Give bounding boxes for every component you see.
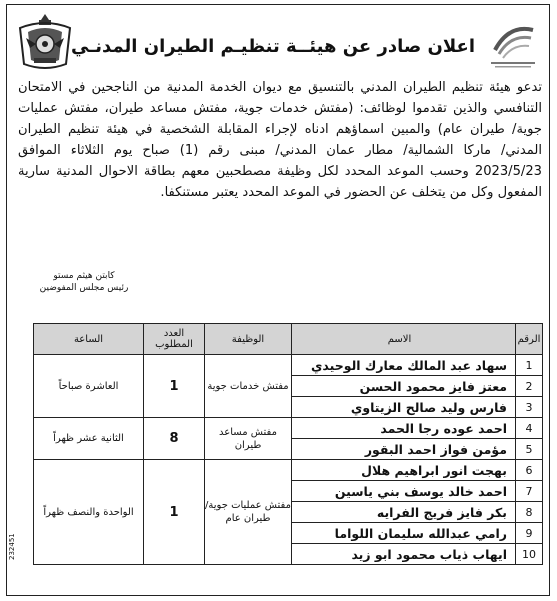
row-number: 9 [516,523,543,544]
header-count: العدد المطلوب [144,324,205,355]
row-name: احمد خالد يوسف بني ياسين [292,481,516,502]
carc-logo-icon [485,20,541,72]
row-number: 10 [516,544,543,565]
row-name: ايهاب ذياب محمود ابو زيد [292,544,516,565]
group-time: الثانية عشر ظهراً [34,418,144,460]
header-number: الرقم [516,324,543,355]
announcement-paragraph: تدعو هيئة تنظيم الطيران المدني بالتنسيق مع ديوان الخدمة المدنية من الناجحين في الامتحان التنافسي والذين تقدموا لوظائف: (مفتش خدمات جوية، مفتش مساعد طيران، مفتش عمليات جوية/ طيران عام) والمبين اسماؤهم ادناه لإجراء المقابلة الشخصية في هيئة تنظيم الطيران المدني/ ماركا الشمالية/ مطار عمان المدني/ مبنى رقم (1) صباح يوم الثلاثاء الموافق 2023/5/23 وحسب الموعد المحدد لكل وظيفة مصطحبين معهم بطاقة الاحوال المدنية سارية المفعول وكل من يتخلف عن الحضور في الموعد المحدد يعتبر مستنكفا. [18,80,542,200]
row-number: 3 [516,397,543,418]
row-number: 8 [516,502,543,523]
row-name: مؤمن فواز احمد البقور [292,439,516,460]
row-name: سهاد عبد المالك معارك الوحيدي [292,355,516,376]
header [10,8,547,76]
table-row [34,418,543,439]
group-job: مفتش خدمات جوية [205,355,292,418]
candidates-table [33,323,543,565]
row-name: احمد عوده رجا الحمد [292,418,516,439]
row-number: 5 [516,439,543,460]
table-row [34,460,543,481]
row-number: 7 [516,481,543,502]
row-number: 4 [516,418,543,439]
row-number: 2 [516,376,543,397]
row-name: بكر فايز فريج الفرايه [292,502,516,523]
header-job: الوظيفة [205,324,292,355]
announcement-body [18,78,542,203]
signature-block [14,270,154,294]
row-name: رامي عبدالله سليمان اللواما [292,523,516,544]
table-header-row [34,324,543,355]
table-row [34,355,543,376]
signatory-name: كابتن هيثم مستو [53,271,115,281]
jordan-coat-of-arms-icon [14,10,76,74]
row-name: فارس وليد صالح الزيتاوي [292,397,516,418]
announcement-title: اعلان صادر عن هيئــة تنظيـم الطيران المدنـي [70,36,475,57]
header-name: الاسم [292,324,516,355]
group-count: 1 [144,460,205,565]
signatory-role: رئيس مجلس المفوضين [39,283,129,293]
header-time: الساعة [34,324,144,355]
group-job: مفتش مساعد طيران [205,418,292,460]
group-time: العاشرة صباحاً [34,355,144,418]
group-time: الواحدة والنصف ظهراً [34,460,144,565]
row-number: 1 [516,355,543,376]
ad-reference-code: 232451 [8,533,16,560]
row-number: 6 [516,460,543,481]
row-name: معتز فايز محمود الحسن [292,376,516,397]
group-job: مفتش عمليات جوية/ طيران عام [205,460,292,565]
row-name: بهجت انور ابراهيم هلال [292,460,516,481]
group-count: 1 [144,355,205,418]
group-count: 8 [144,418,205,460]
